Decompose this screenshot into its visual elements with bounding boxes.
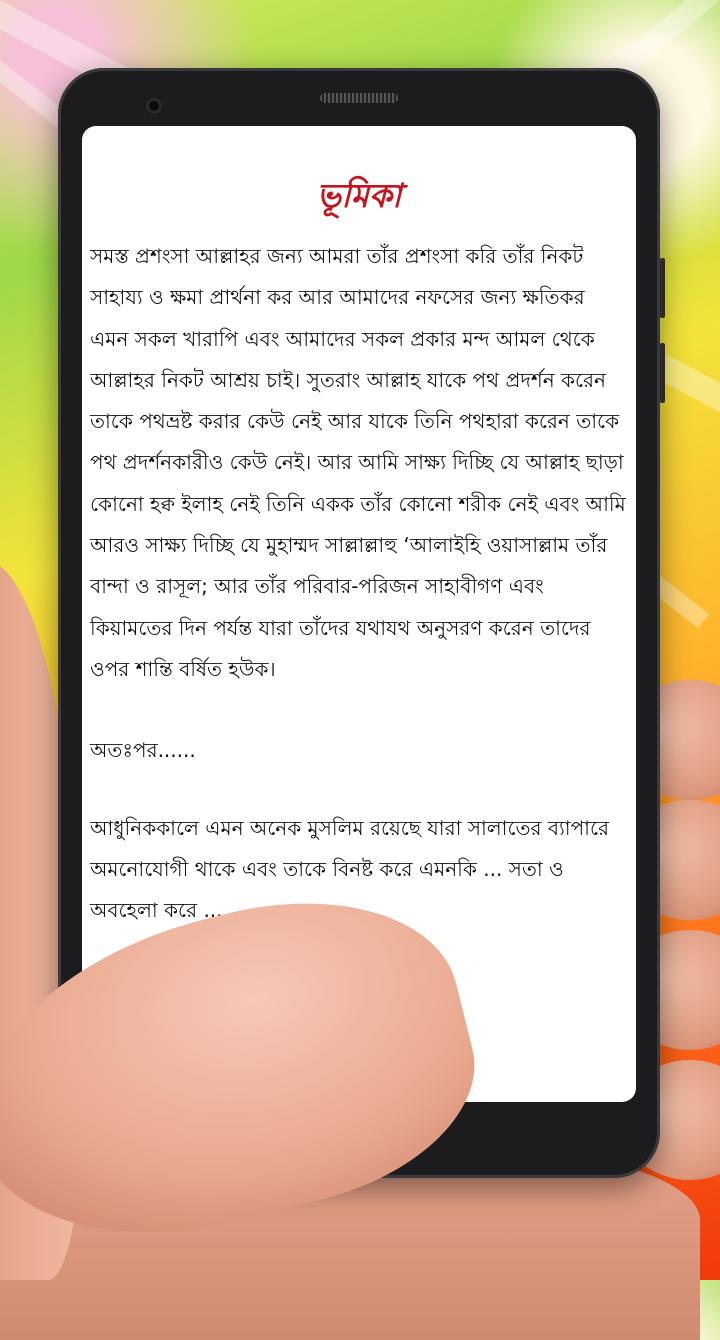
intro-paragraph: সমস্ত প্রশংসা আল্লাহর জন্য আমরা তাঁর প্রশংসা করি তাঁর নিকট সাহায্য ও ক্ষমা প্রার্থনা কর আর আমাদের নফসের জন্য ক্ষতিকর এমন সকল খারাপি এবং আমাদের সকল প্রকার মন্দ আমল থেকে আল্লাহর নিকট আশ্রয় চাই। সুতরাং আল্লাহ যাকে পথ প্রদর্শন করেন তাকে পথভ্রষ্ট করার কেউ নেই আর যাকে তিনি পথহারা করেন তাকে পথ প্রদর্শনকারীও কেউ নেই। আর আমি সাক্ষ্য দিচ্ছি যে আল্লাহ ছাড়া কোনো হক্ব ইলাহ নেই তিনি একক তাঁর কোনো শরীক নেই এবং আমি আরও সাক্ষ্য দিচ্ছি যে মুহাম্মদ সাল্লাল্লাহু ‘আলাইহি ওয়াসাল্লাম তাঁর বান্দা ও রাসূল; আর তাঁর পরিবার-পরিজন সাহাবীগণ এবং কিয়ামতের দিন পর্যন্ত যারা তাঁদের যথাযথ অনুসরণ করেন তাদের ওপর শান্তি বর্ষিত হউক। bbox=[90, 244, 626, 681]
side-button[interactable] bbox=[660, 343, 665, 403]
earpiece-speaker-icon bbox=[320, 93, 398, 103]
continuation-paragraph: অতঃপর...... bbox=[90, 738, 196, 763]
side-button[interactable] bbox=[660, 258, 665, 318]
body-paragraph: আধুনিককালে এমন অনেক মুসলিম রয়েছে যারা সালাতের ব্যাপারে অমনোযোগী থাকে এবং তাকে বিনষ্ট করে এমনকি ... সতা ও অবহেলা করে ... bbox=[90, 815, 610, 923]
page-title: ভূমিকা bbox=[316, 176, 402, 215]
front-camera-icon bbox=[146, 98, 162, 114]
